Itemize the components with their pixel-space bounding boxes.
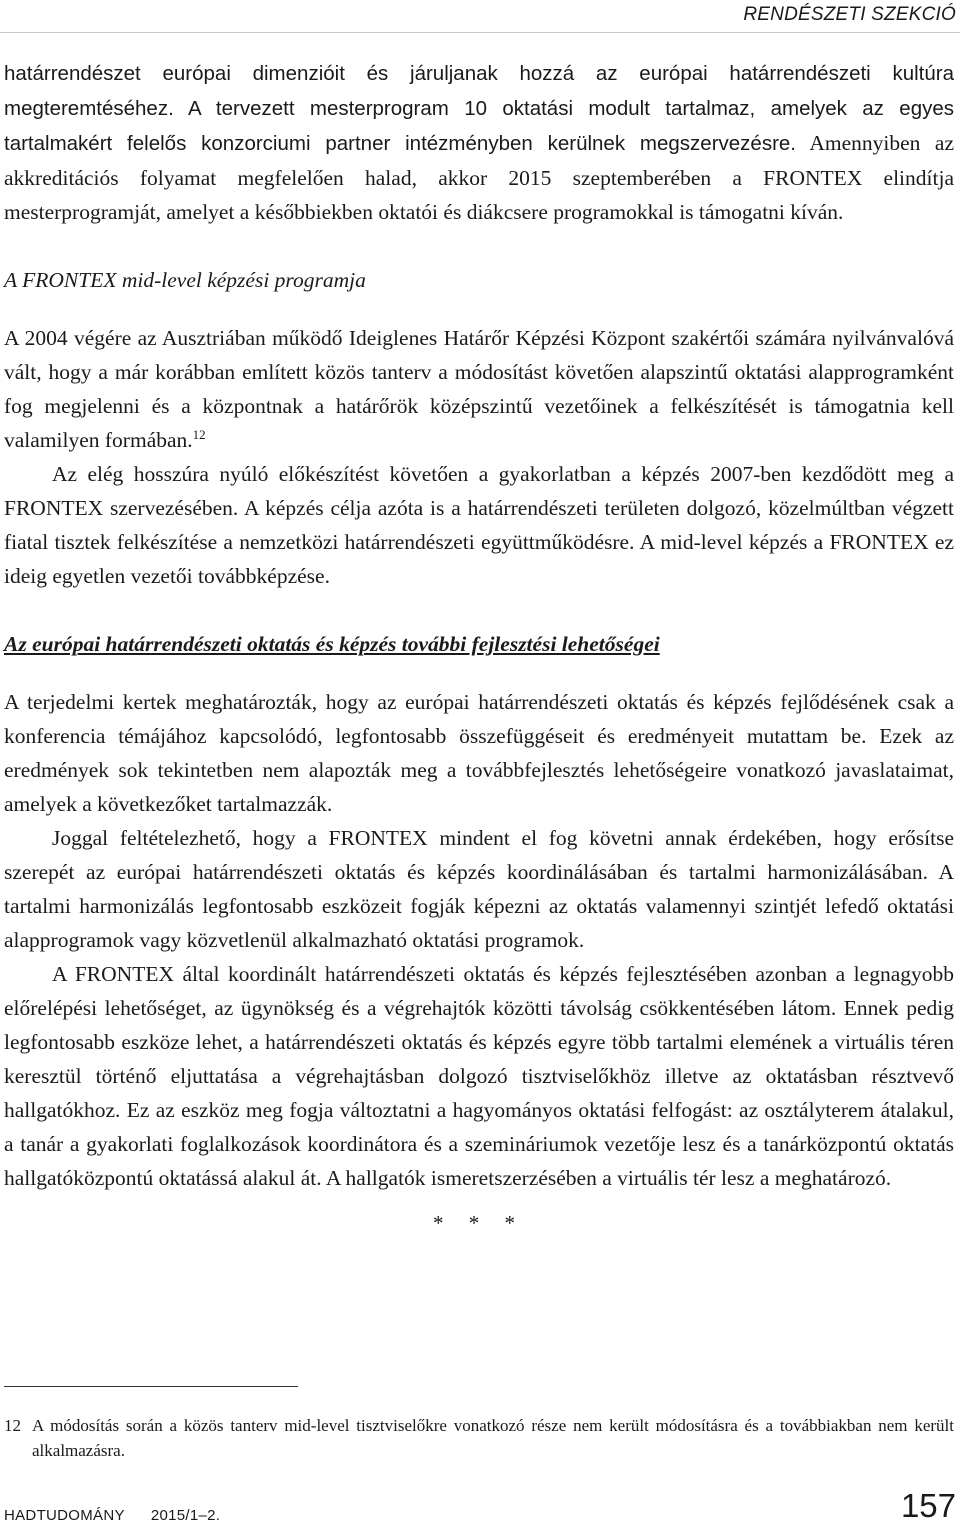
page-number: 157 (900, 1487, 956, 1524)
running-header: RENDÉSZETI SZEKCIÓ (743, 4, 956, 25)
footnote-text: A módosítás során a közös tanterv mid-level tisztviselőkre vonatkozó része nem került módosításra és a továbbiakban nem került alkalmazásra. (32, 1416, 954, 1460)
footnote (4, 1413, 954, 1463)
paragraph-scope: A terjedelmi kertek meghatározták, hogy az európai határrendészeti oktatás és képzés fejlődésének csak a konferencia témájához kapcsolódó, legfontosabb összefüggéseit és eredményeit mutattam be. Ezek az eredmények sok tekintetben nem alapozták meg a továbbfejlesztés lehetőségeire vonatkozó javaslataimat, amelyek a következőket tartalmazzák. (4, 690, 954, 816)
footnote-reference[interactable]: 12 (192, 426, 206, 442)
article-body (4, 56, 954, 1236)
paragraph-intro-serif: Amennyiben az akkreditációs folyamat megfelelően halad, akkor 2015 szeptemberében a FRONTEX elindítja mesterprogramját, amelyet a későbbiekben oktatói és diákcsere programokkal is támogatni kíván. (4, 131, 954, 224)
paragraph-2004 (4, 321, 954, 457)
footnote-number: 12 (4, 1416, 21, 1435)
journal-name: HADTUDOMÁNY (4, 1507, 125, 1524)
paragraph-intro-sans: határrendészet európai dimenzióit és járuljanak hozzá az európai határrendészeti kultúra megteremtéséhez. A tervezett mesterprogram 10 oktatási modult tartalmaz, amelyek az egyes tartalmakért felelős konzorciumi partner intézményben kerülnek megszervezésre. (4, 62, 954, 155)
section-separator: * * * (433, 1211, 525, 1235)
header-divider (0, 32, 960, 33)
paragraph-intro (4, 56, 954, 229)
paragraph-frontex-role: Joggal feltételezhető, hogy a FRONTEX mindent el fog követni annak érdekében, hogy erősítse szerepét az európai határrendészeti oktatás és képzés koordinálásában és tartalmi harmonizálásában. A tartalmi harmonizálás legfontosabb eszközeit fogják képezni az oktatás valamennyi szintjét lefedő oktatási alapprogramok vagy közvetlenül alkalmazható oktatási programok. (4, 826, 954, 952)
footer-journal-info (4, 1507, 220, 1524)
journal-issue: 2015/1–2. (150, 1507, 221, 1524)
section-title-development: Az európai határrendészeti oktatás és képzés további fejlesztési lehetőségei (4, 632, 660, 656)
paragraph-virtual-space: A FRONTEX által koordinált határrendészeti oktatás és képzés fejlesztésében azonban a legnagyobb előrelépési lehetőséget, az ügynökség és a végrehajtók közötti távolság csökkentésében látom. Ennek pedig legfontosabb eszköze lehet, a határrendészeti oktatás és képzés egyre több tartalmi elemének a virtuális téren keresztül történő eljuttatása a végrehajtásban dolgozó tisztviselőkhöz illetve az oktatásban résztvevő hallgatókhoz. Ez az eszköz meg fogja változtatni a hagyományos oktatási felfogást: az osztályterem átalakul, a tanár a gyakorlati foglalkozások koordinátora és a szemináriumok vezetője lesz és a tanárközpontú oktatás hallgatóközpontú oktatássá alakul át. A hallgatók ismeretszerzésében a virtuális tér lesz a meghatározó. (4, 962, 954, 1190)
footnote-divider (4, 1386, 298, 1387)
subheading-midlevel: A FRONTEX mid-level képzési programja (4, 268, 366, 292)
paragraph-2007: Az elég hosszúra nyúló előkészítést követően a gyakorlatban a képzés 2007-ben kezdődött meg a FRONTEX szervezésében. A képzés célja azóta is a határrendészeti területen dolgozó, közelmúltban végzett fiatal tisztek felkészítése a nemzetközi határrendészeti együttműködésre. A mid-level képzés a FRONTEX ez ideig egyetlen vezetői továbbképzése. (4, 462, 954, 588)
paragraph-2004-text: A 2004 végére az Ausztriában működő Ideiglenes Határőr Képzési Központ szakértői számára nyilvánvalóvá vált, hogy a már korábban említett közös tanterv a módosítást követően alapszintű oktatási alapprogramként fog megjelenni és a központnak a határőrök középszintű vezetőinek a felkészítését is támogatnia kell valamilyen formában. (4, 326, 954, 452)
